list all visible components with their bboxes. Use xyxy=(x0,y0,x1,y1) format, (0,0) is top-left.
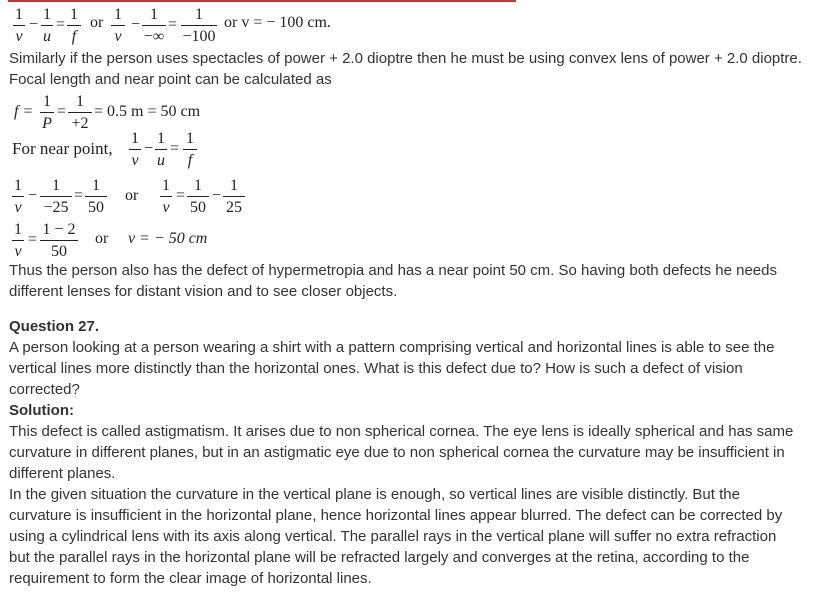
fraction: 1 − 2 50 xyxy=(40,222,78,260)
paragraph: Similarly if the person uses spectacles of power + 2.0 dioptre then he must be using convex lens of power + 2.0 dioptre. xyxy=(9,50,802,67)
operator: − xyxy=(28,187,38,204)
or-word: or xyxy=(125,187,139,204)
solution-line: curvature in different planes, but in an astigmatic eye due to non spherical cornea the curvature may be insufficient in xyxy=(9,444,785,461)
equation-result: or v = − 100 cm. xyxy=(224,14,331,31)
solution-line: In the given situation the curvature in the vertical plane is enough, so vertical lines are visible distinctly. But the xyxy=(9,486,740,503)
fraction: 1 +2 xyxy=(68,94,92,132)
solution-line: This defect is called astigmatism. It arises due to non spherical cornea. The eye lens is ideally spherical and has same xyxy=(9,423,794,440)
fraction: 1 P xyxy=(40,94,54,132)
question-line: corrected? xyxy=(9,381,80,398)
operator: = xyxy=(170,140,180,157)
fraction: 1 v xyxy=(14,221,22,260)
or-word: or xyxy=(95,230,109,247)
fraction: 1 v xyxy=(131,130,139,169)
fraction: 1 u xyxy=(43,6,51,45)
top-divider xyxy=(8,0,516,2)
question-line: A person looking at a person wearing a shirt with a pattern comprising vertical and horizontal lines is able to see the xyxy=(9,339,775,356)
operator: = xyxy=(168,16,178,33)
operator: − xyxy=(29,16,39,33)
fraction: 1 −25 xyxy=(40,178,72,216)
solution-line: requirement to form the clear image of horizontal lines. xyxy=(9,570,372,587)
operator: = xyxy=(56,16,66,33)
solution-line: curvature is insufficient in the horizontal plane, hence horizontal lines appear blurred. The defect can be corrected by xyxy=(9,507,783,524)
fraction: 1 v xyxy=(14,177,22,216)
fraction: 1 25 xyxy=(223,178,245,216)
fraction: 1 −100 xyxy=(182,6,216,45)
solution-line: but the parallel rays in the horizontal plane will be refracted largely and converges at the retina, according to the xyxy=(9,549,750,566)
solution-heading: Solution: xyxy=(9,402,74,419)
paragraph: Focal length and near point can be calculated as xyxy=(9,71,332,88)
question-heading: Question 27. xyxy=(9,318,100,335)
operator: − xyxy=(144,140,154,157)
equation-result: v = − 50 cm xyxy=(128,230,208,247)
operator: − xyxy=(212,187,222,204)
equation-label: For near point, xyxy=(12,139,113,158)
fraction: 1 f xyxy=(183,131,197,169)
operator: = xyxy=(57,103,67,120)
fraction: 1 v xyxy=(15,6,23,45)
paragraph: Thus the person also has the defect of hypermetropia and has a near point 50 cm. So having both defects he needs xyxy=(9,262,777,279)
operator: = xyxy=(74,187,84,204)
fraction: 1 f xyxy=(67,7,81,45)
fraction: 1 v xyxy=(162,177,170,216)
fraction: 1 50 xyxy=(85,178,107,216)
paragraph: different lenses for distant vision and to see closer objects. xyxy=(9,283,398,300)
operator: − xyxy=(131,16,141,33)
equation-result: = 0.5 m = 50 cm xyxy=(94,103,201,120)
operator: = xyxy=(176,187,186,204)
fraction: 1 u xyxy=(157,130,165,169)
solution-line: different planes. xyxy=(9,465,116,482)
solution-line: using a cylindrical lens with its axis along vertical. The parallel rays in the vertical plane will suffer no extra refraction xyxy=(9,528,777,545)
fraction: 1 v xyxy=(111,7,125,45)
fraction: 1 −∞ xyxy=(143,6,165,45)
fraction: 1 50 xyxy=(187,178,209,216)
question-line: vertical lines more distinctly than the horizontal ones. What is this defect due to? How is such a defect of vision xyxy=(9,360,743,377)
or-word: or xyxy=(90,14,104,31)
operator: = xyxy=(28,231,38,248)
equation-lhs: f = xyxy=(14,103,34,120)
